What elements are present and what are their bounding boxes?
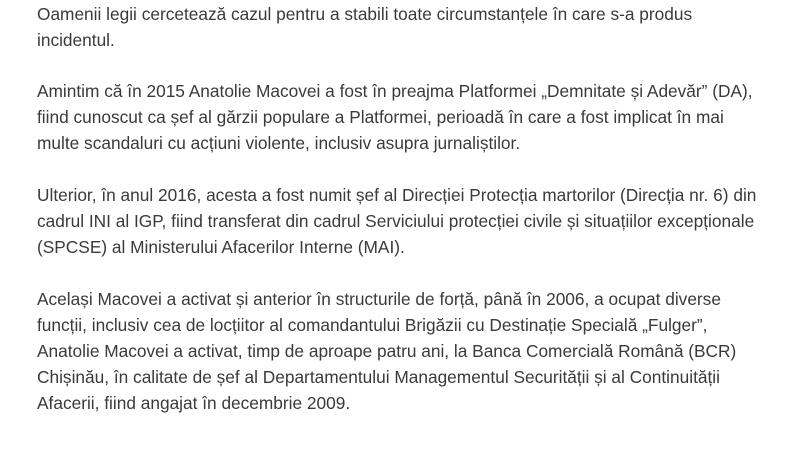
text-line: Oamenii legii cercetează cazul pentru a stabili toate circumstanțele în care s-a produs	[37, 4, 693, 24]
paragraph-4	[37, 286, 797, 416]
paragraph-2	[37, 78, 797, 156]
text-line: Același Macovei a activat și anterior în structurile de forță, până în 2006, a ocupat diverse	[37, 289, 721, 309]
text-line: Afacerii, fiind angajat în decembrie 2009.	[37, 393, 351, 413]
text-line: Ulterior, în anul 2016, acesta a fost numit șef al Direcției Protecția martorilor (Direcția nr. 6) din	[37, 185, 757, 205]
text-line: Chișinău, în calitate de șef al Departamentului Managementul Securității și al Continuității	[37, 367, 720, 387]
text-line: incidentul.	[37, 30, 115, 50]
text-line: funcții, inclusiv cea de locțiitor al comandantului Brigăzii cu Destinație Specială „Fulger”,	[37, 315, 708, 335]
text-line: multe scandaluri cu acțiuni violente, inclusiv asupra jurnaliștilor.	[37, 133, 521, 153]
paragraph-3	[37, 182, 797, 260]
text-line: Anatolie Macovei a activat, timp de aproape patru ani, la Banca Comercială Română (BCR)	[37, 341, 737, 361]
text-line: (SPCSE) al Ministerului Afacerilor Interne (MAI).	[37, 237, 405, 257]
text-line: fiind cunoscut ca șef al gărzii populare a Platformei, perioadă în care a fost implicat în mai	[37, 107, 724, 127]
text-line: Amintim că în 2015 Anatolie Macovei a fost în preajma Platformei „Demnitate și Adevăr” (DA),	[37, 81, 753, 101]
paragraph-1	[37, 1, 797, 53]
text-line: cadrul INI al IGP, fiind transferat din cadrul Serviciului protecției civile și situațiilor excepționale	[37, 211, 755, 231]
article-body	[37, 0, 797, 442]
